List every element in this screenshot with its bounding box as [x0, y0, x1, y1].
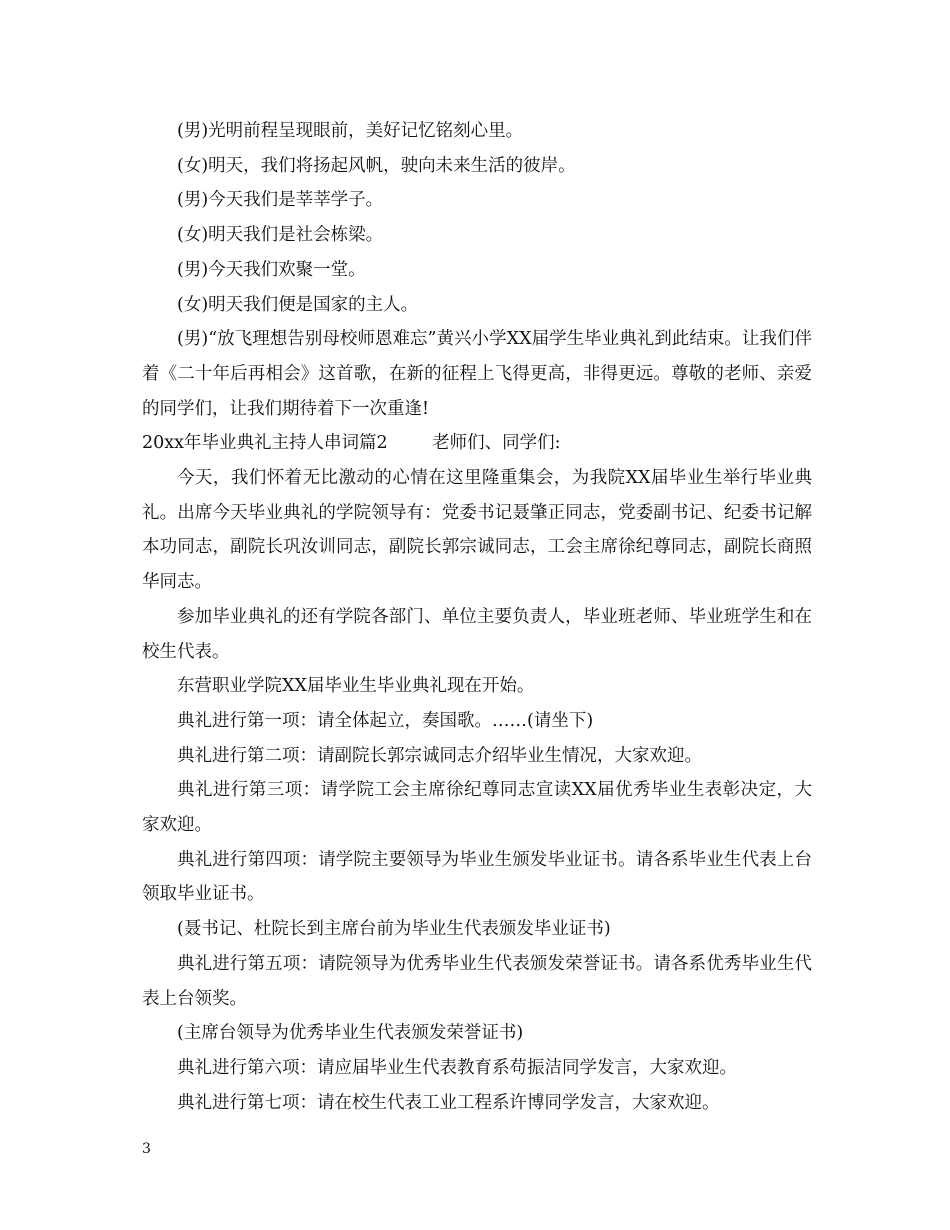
page-number: 3 — [142, 1141, 151, 1157]
paragraph-3: (男)今天我们是莘莘学子。 — [177, 190, 384, 211]
paragraph-1: (男)光明前程呈现眼前，美好记忆铭刻心里。 — [177, 121, 524, 141]
paragraph-7: (男)“放飞理想告别母校师恩难忘”黄兴小学XX届学生毕业典礼到此结束。让我们伴着《二十年后再相会》这首歌，在新的征程上飞得更高，非得更远。尊敬的老师、亲爱的同学们，让我们期待着下一次重逢! — [142, 329, 812, 419]
paragraph-18: (主席台领导为优秀毕业生代表颁发荣誉证书) — [177, 1023, 524, 1044]
section-heading: 20xx年毕业典礼主持人串词篇2 老师们、同学们: — [142, 433, 561, 454]
paragraph-13: 典礼进行第二项：请副院长郭宗诚同志介绍毕业生情况，大家欢迎。 — [177, 745, 702, 766]
paragraph-15: 典礼进行第四项：请学院主要领导为毕业生颁发毕业证书。请各系毕业生代表上台领取毕业证书。 — [142, 849, 812, 905]
paragraph-16: (聂书记、杜院长到主席台前为毕业生代表颁发毕业证书) — [177, 919, 611, 940]
paragraph-9: 今天，我们怀着无比激动的心情在这里隆重集会，为我院XX届毕业生举行毕业典礼。出席今天毕业典礼的学院领导有：党委书记聂肇正同志，党委副书记、纪委书记解本功同志，副院长巩汝训同志，副院长郭宗诚同志，工会主席徐纪尊同志，副院长商照华同志。 — [142, 468, 812, 593]
paragraph-12: 典礼进行第一项：请全体起立，奏国歌。……(请坐下) — [177, 710, 594, 731]
paragraph-2: (女)明天，我们将扬起风帆，驶向未来生活的彼岸。 — [177, 155, 576, 176]
document-body — [142, 114, 812, 1120]
paragraph-20: 典礼进行第七项：请在校生代表工业工程系许博同学发言，大家欢迎。 — [177, 1092, 720, 1113]
paragraph-14: 典礼进行第三项：请学院工会主席徐纪尊同志宣读XX届优秀毕业生表彰决定，大家欢迎。 — [142, 780, 812, 836]
paragraph-4: (女)明天我们是社会栋梁。 — [177, 225, 384, 246]
paragraph-5: (男)今天我们欢聚一堂。 — [177, 259, 366, 280]
paragraph-19: 典礼进行第六项：请应届毕业生代表教育系苟振洁同学发言，大家欢迎。 — [177, 1057, 737, 1078]
paragraph-6: (女)明天我们便是国家的主人。 — [177, 294, 419, 315]
paragraph-17: 典礼进行第五项：请院领导为优秀毕业生代表颁发荣誉证书。请各系优秀毕业生代表上台领奖。 — [142, 953, 812, 1009]
paragraph-11: 东营职业学院XX届毕业生毕业典礼现在开始。 — [177, 676, 535, 697]
paragraph-10: 参加毕业典礼的还有学院各部门、单位主要负责人，毕业班老师、毕业班学生和在校生代表。 — [142, 606, 812, 662]
